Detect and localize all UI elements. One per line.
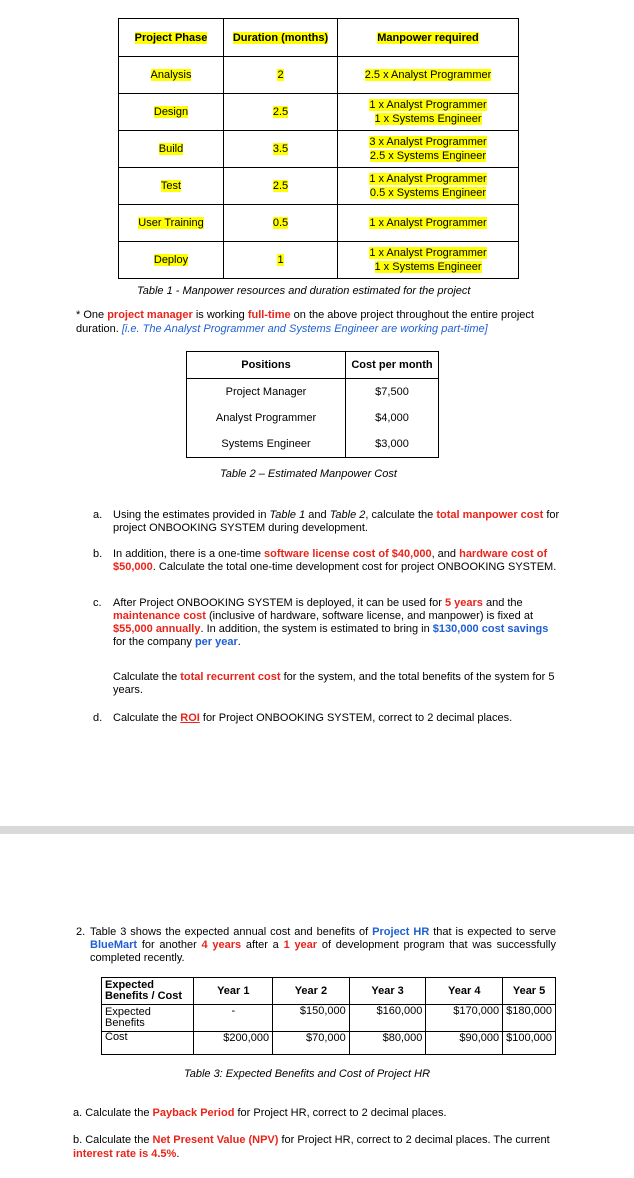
table-row [187, 431, 439, 458]
phase-cell: Design [119, 94, 224, 131]
table-header-row [119, 19, 519, 57]
value-cell: $180,000 [503, 1005, 556, 1032]
table-row [102, 1005, 556, 1032]
table-row [119, 131, 519, 168]
question-c-part2: Calculate the total recurrent cost for the system, and the total benefits of the system for 5 years. [113, 671, 555, 696]
column-header: Year 5 [503, 978, 556, 1005]
cost-cell: $7,500 [346, 379, 439, 406]
position-cell: Analyst Programmer [187, 405, 346, 431]
column-header: Manpower required [338, 19, 519, 57]
column-header: Year 3 [349, 978, 426, 1005]
row-label: Cost [102, 1032, 194, 1055]
column-header: Year 4 [426, 978, 503, 1005]
table-header-row [187, 352, 439, 379]
table-row [119, 57, 519, 94]
manpower-cell: 1 x Analyst Programmer 1 x Systems Engineer [338, 94, 519, 131]
table-header-row [102, 978, 556, 1005]
question-a: a. Using the estimates provided in Table 1 and Table 2, calculate the total manpower cost for project ONBOOKING SYSTEM during development. [93, 509, 560, 534]
table-row [119, 205, 519, 242]
duration-cell: 2.5 [224, 94, 338, 131]
value-cell: $170,000 [426, 1005, 503, 1032]
cost-cell: $4,000 [346, 405, 439, 431]
value-cell: $160,000 [349, 1005, 426, 1032]
position-cell: Project Manager [187, 379, 346, 406]
table2-caption: Table 2 – Estimated Manpower Cost [220, 468, 397, 480]
value-cell: $90,000 [426, 1032, 503, 1055]
table-row [102, 1032, 556, 1055]
value-cell: $100,000 [503, 1032, 556, 1055]
manpower-cell: 1 x Analyst Programmer 1 x Systems Engineer [338, 242, 519, 279]
phase-cell: Test [119, 168, 224, 205]
manpower-cell: 2.5 x Analyst Programmer [338, 57, 519, 94]
cost-cell: $3,000 [346, 431, 439, 458]
column-header: Year 1 [194, 978, 273, 1005]
table1-caption: Table 1 - Manpower resources and duration estimated for the project [137, 285, 471, 297]
table3-caption: Table 3: Expected Benefits and Cost of Project HR [184, 1068, 431, 1080]
table-row [119, 242, 519, 279]
column-header: Duration (months) [224, 19, 338, 57]
column-header: Project Phase [119, 19, 224, 57]
column-header: Year 2 [273, 978, 350, 1005]
phase-cell: Analysis [119, 57, 224, 94]
table-row [187, 379, 439, 406]
table-row [119, 168, 519, 205]
phase-cell: Build [119, 131, 224, 168]
page-separator [0, 826, 634, 834]
question-d: d. Calculate the ROI for Project ONBOOKING SYSTEM, correct to 2 decimal places. [93, 712, 513, 724]
row-label: Expected Benefits [102, 1005, 194, 1032]
manpower-cell: 1 x Analyst Programmer [338, 205, 519, 242]
table-row [119, 94, 519, 131]
question-b: b. In addition, there is a one-time software license cost of $40,000, and hardware cost of $50,000. Calculate the total one-time development cost for project ONBOOKING SYSTEM. [93, 548, 557, 573]
position-cell: Systems Engineer [187, 431, 346, 458]
phase-cell: User Training [119, 205, 224, 242]
question-2b: b. Calculate the Net Present Value (NPV) for Project HR, correct to 2 decimal places. The current interest rate is 4.5%. [73, 1134, 550, 1160]
value-cell: $70,000 [273, 1032, 350, 1055]
duration-cell: 2 [224, 57, 338, 94]
manpower-cell: 3 x Analyst Programmer 2.5 x Systems Engineer [338, 131, 519, 168]
value-cell: $80,000 [349, 1032, 426, 1055]
question-2: 2. Table 3 shows the expected annual cost and benefits of Project HR that is expected to serve BlueMart for another 4 years after a 1 year of development program that was successfully completed recently. [76, 926, 556, 964]
duration-cell: 2.5 [224, 168, 338, 205]
project-manager-note: * One project manager is working full-time on the above project throughout the entire project duration. [i.e. The Analyst Programmer and Systems Engineer are working part-time] [76, 309, 534, 335]
manpower-table [118, 18, 519, 279]
benefits-cost-table [101, 977, 556, 1055]
column-header: Positions [187, 352, 346, 379]
value-cell: $150,000 [273, 1005, 350, 1032]
phase-cell: Deploy [119, 242, 224, 279]
value-cell: $200,000 [194, 1032, 273, 1055]
manpower-cell: 1 x Analyst Programmer 0.5 x Systems Engineer [338, 168, 519, 205]
column-header: Cost per month [346, 352, 439, 379]
duration-cell: 0.5 [224, 205, 338, 242]
manpower-cost-table [186, 351, 439, 458]
value-cell: - [194, 1005, 273, 1032]
duration-cell: 3.5 [224, 131, 338, 168]
question-c: c. After Project ONBOOKING SYSTEM is deployed, it can be used for 5 years and the maintenance cost (inclusive of hardware, software license, and manpower) is fixed at $55,000 annually. In addition, the system is estimated to bring in $130,000 cost savings for the company per year. [93, 597, 549, 648]
duration-cell: 1 [224, 242, 338, 279]
table-row [187, 405, 439, 431]
question-2a: a. Calculate the Payback Period for Project HR, correct to 2 decimal places. [73, 1107, 447, 1119]
corner-header: Expected Benefits / Cost [102, 978, 194, 1005]
